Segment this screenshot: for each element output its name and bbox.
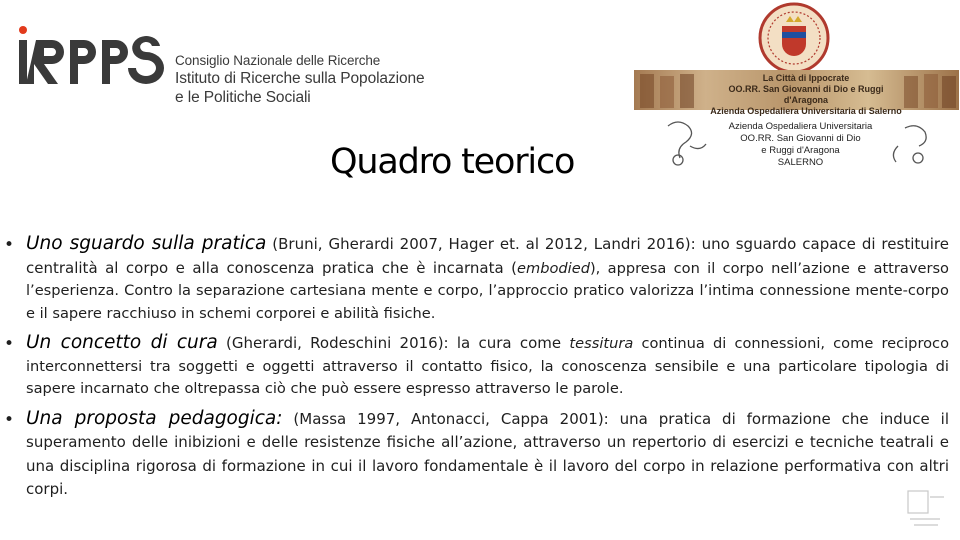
bullet-text [24, 233, 949, 325]
hospital-line-2: OO.RR. San Giovanni di Dio [740, 133, 861, 144]
bullet-list [4, 233, 949, 509]
bullet-body-rest: continua di connessioni, come reciproco interconnettersi tra soggetti e oggetti attraverso il contatto fisico, la conoscenza sensibile e una particolare tipologia di sapere incarnato che oltrepassa ciò che può essere espresso attraverso le parole. [26, 335, 949, 397]
hospital-line-4: SALERNO [777, 157, 824, 168]
hospital-logo [660, 116, 935, 176]
bullet-heading: Una proposta pedagogica: [26, 407, 283, 429]
logo-line-3: e le Politiche Sociali [175, 89, 311, 106]
bullet-item [4, 407, 949, 502]
bullet-body: (Bruni, Gherardi 2007, Hager et. al 2012, Landri 2016): uno sguardo capace di restituire centralità al corpo e alla conoscenza pratica che è incarnata ( [26, 235, 949, 277]
bullet-emphasis: embodied [517, 259, 590, 277]
banner-text [706, 73, 906, 117]
irpps-logo-mark [14, 24, 164, 86]
slide-title: Quadro teorico [330, 142, 575, 182]
hospital-line-3: e Ruggi d'Aragona [761, 145, 840, 156]
bullet-body-rest: ), appresa con il corpo nell’azione e attraverso l’esperienza. Contro la separazione cartesiana mente e corpo, l’approccio pratico valorizza l’intima connessione mente-corpo e il sapere racchiuso in schemi corporei e abilità fisiche. [26, 259, 949, 322]
banner-line-3: Azienda Ospedaliera Universitaria di Salerno [710, 106, 902, 116]
bullet-heading: Un concetto di cura [26, 332, 218, 353]
logo-text [175, 52, 425, 107]
bullet-text [24, 408, 949, 502]
bullet-body: (Massa 1997, Antonacci, Cappa 2001): una pratica di formazione che induce il superamento delle inibizioni e delle resistenze fisiche all’azione, attraverso un repertorio di esercizi e tecniche teatrali e una disciplina rigorosa di formazione in cui il lavoro fondamentale è il lavoro del corpo in relazione performativa con altri corpi. [26, 409, 949, 498]
bullet-heading: Uno sguardo sulla pratica [26, 233, 267, 254]
bullet-dot-icon: • [4, 334, 15, 354]
bullet-item [4, 332, 949, 401]
bullet-item [4, 233, 949, 325]
logo-line-1: Consiglio Nazionale delle Ricerche [175, 53, 381, 68]
university-crest [758, 2, 830, 74]
banner-line-1: La Città di Ippocrate [762, 73, 850, 83]
bullet-emphasis: tessitura [569, 335, 634, 352]
hospital-line-1: Azienda Ospedaliera Universitaria [728, 121, 873, 132]
hospital-banner [634, 70, 959, 116]
bullet-dot-icon: • [4, 235, 15, 255]
banner-line-2: OO.RR. San Giovanni di Dio e Ruggi d'Aragona [728, 84, 884, 105]
bullet-body: (Gherardi, Rodeschini 2016): la cura come [217, 334, 570, 352]
hospital-text [718, 121, 883, 169]
logo-line-2: Istituto di Ricerche sulla Popolazione [175, 70, 425, 87]
bullet-text [24, 332, 949, 401]
watermark-icon [900, 483, 950, 531]
bullet-dot-icon: • [4, 409, 15, 430]
irpps-logo [12, 18, 462, 106]
